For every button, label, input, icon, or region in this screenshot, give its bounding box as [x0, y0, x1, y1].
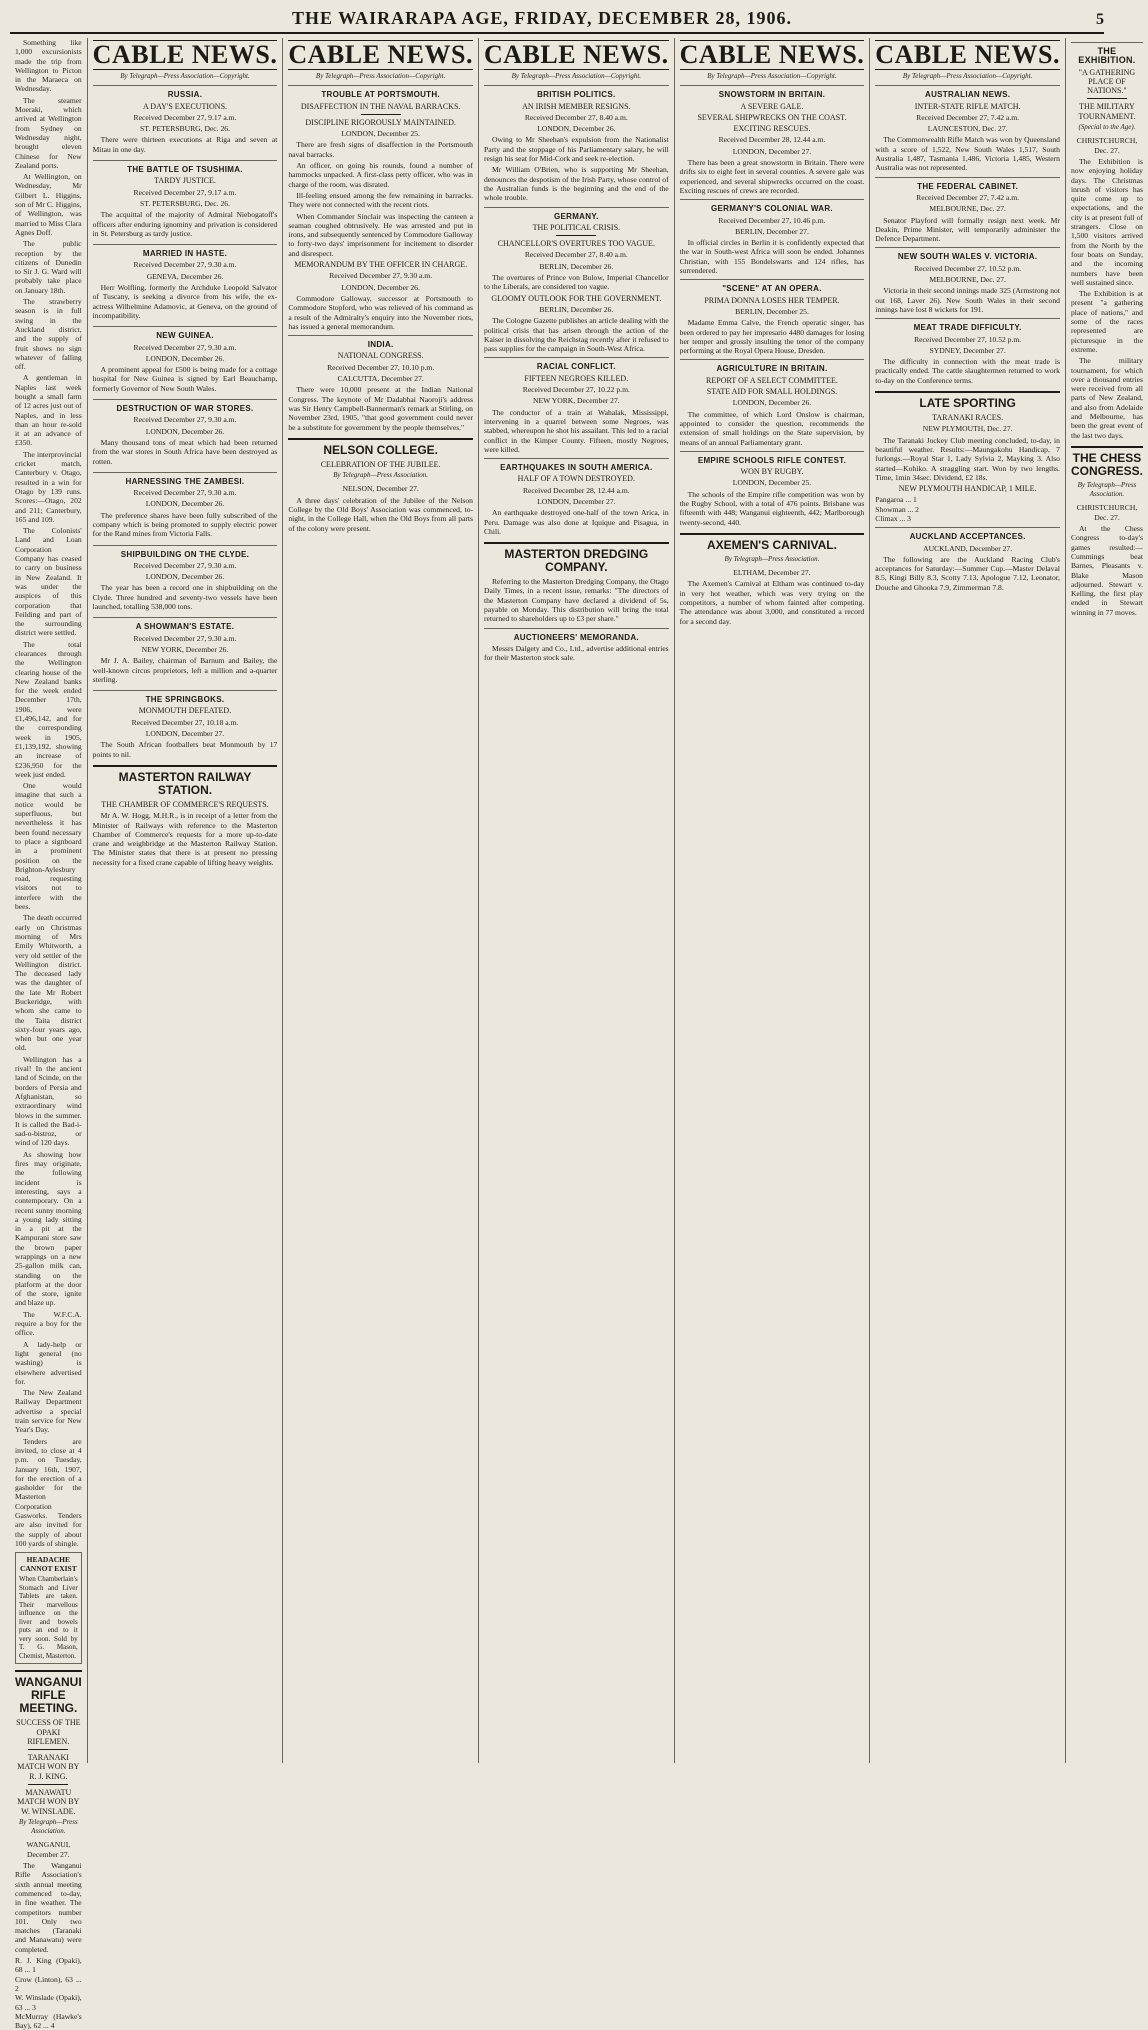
story-body: There has been a great snowstorm in Britain. There were drifts six to eight feet in several counties. A severe gale was experienced, and several shipwrecks occurred on the coast. Exciting rescues of crews are recorded.	[679, 158, 865, 195]
column-cable-news-2	[283, 38, 479, 1763]
cable-news-heading: CABLE NEWS.	[483, 40, 669, 69]
story-body: Ill-feeling ensued among the few remaining in barracks. They were not connected with the recent riots.	[288, 190, 473, 210]
axemen-heading: AXEMEN'S CARNIVAL.	[680, 533, 865, 552]
result-row: W. Winslade (Opaki), 63 ... 3	[15, 1993, 82, 2012]
local-para: The W.F.C.A. require a boy for the office.	[15, 1309, 82, 1338]
story-body: The military tournament, for which over a thousand entries were received from all parts of New Zealand, and also from Adelaide and Melbourne, has been the great event of the last two days.	[1070, 356, 1143, 440]
story-body: The year has been a record one in shipbuilding on the Clyde. Three hundred and seventy-two vessels have been launched, totalling 538,000 tons.	[92, 583, 278, 612]
result-row: R. J. King (Opaki), 68 ... 1	[15, 1956, 82, 1975]
advertisement	[15, 1552, 82, 1664]
story-heading: SHIPBUILDING ON THE CLYDE.	[93, 545, 278, 559]
divider	[28, 1784, 68, 1785]
story-body: An earthquake destroyed one-half of the town Arica, in Peru. Damage was also done at Iquique and Pisagua, in Chili.	[483, 508, 669, 536]
byline: By Telegraph—Press Association.	[1077, 480, 1137, 499]
story-heading: GERMANY'S COLONIAL WAR.	[680, 199, 865, 213]
dateline: MELBOURNE, Dec. 27.	[929, 204, 1006, 214]
dateline: LONDON, December 25.	[341, 129, 420, 139]
story-body: Mr J. A. Bailey, chairman of Barnum and Bailey, the well-known circus proprietors, left a million and a-quarter sterling.	[92, 656, 278, 684]
story-body: There were thirteen executions at Riga and seven at Mitau in one day.	[92, 135, 278, 154]
story-subheading: CHANCELLOR'S OVERTURES TOO VAGUE.	[497, 239, 655, 249]
story-married	[93, 244, 278, 320]
received-line: Received December 28, 12.44 a.m.	[718, 135, 826, 145]
dateline: BERLIN, December 26.	[539, 304, 614, 314]
story-subheading: THE POLITICAL CRISIS.	[532, 222, 621, 232]
story-heading: THE EXHIBITION.	[1071, 42, 1143, 66]
local-para: At Wellington, on Wednesday, Mr Gilbert L. Higgins, son of Mr C. Higgins, of Wellington, was married to Miss Clara Agnes Doff.	[15, 172, 82, 237]
received-line: Received December 27, 10.46 p.m.	[718, 215, 826, 225]
received-line: Received December 27, 10.52 p.m.	[914, 263, 1022, 273]
divider	[361, 114, 401, 115]
story-subheading: DISAFFECTION IN THE NAVAL BARRACKS.	[300, 101, 461, 111]
column-cable-news-3	[479, 38, 675, 1763]
story-body: Mr William O'Brien, who is supporting Mr Sheehan, denounces the despotism of the Irish Party, whose control of the Australian funds is the beginning and the end of the whole trouble.	[483, 165, 669, 203]
story-subheading: CELEBRATION OF THE JUBILEE.	[320, 459, 441, 469]
story-body: The preference shares have been fully subscribed of the company which is being promoted to supply electric power for the Rand mines from Victoria Falls.	[92, 510, 278, 539]
story-heading: TROUBLE AT PORTSMOUTH.	[288, 85, 473, 99]
result-row: McMurray (Hawke's Bay), 62 ... 4	[15, 2011, 82, 2030]
story-zambesi	[93, 472, 278, 539]
late-sporting-heading: LATE SPORTING	[875, 391, 1060, 410]
story-heading: GERMANY.	[484, 207, 669, 221]
story-subheading: REPORT OF A SELECT COMMITTEE.	[706, 375, 838, 385]
story-subheading: SEVERAL SHIPWRECKS ON THE COAST.	[697, 112, 847, 122]
local-para: The public reception by the citizens of Dunedin to Sir J. G. Ward will probably take place on January 18th.	[15, 239, 82, 295]
received-line: Received December 27, 9.17 a.m.	[133, 187, 237, 197]
dateline: NEW YORK, December 26.	[141, 644, 229, 654]
story-subheading: STATE AID FOR SMALL HOLDINGS.	[706, 387, 838, 397]
story-subheading: WON BY RUGBY.	[740, 467, 804, 477]
story-body: When Commander Sinclair was inspecting the canteen a seaman coughed obtrusively. He was arrested and put in irons, and subsequently sentenced by Commodore Galloway to forty-two days' imprisonment for incitement to disorder and disrespect.	[288, 211, 473, 258]
dateline: NELSON, December 27.	[342, 484, 419, 494]
byline: By Telegraph—Press Association—Copyright.	[707, 72, 837, 80]
story-showman	[93, 617, 278, 684]
story-subheading: TARANAKI RACES.	[932, 413, 1004, 423]
story-body: The Exhibition is now enjoying holiday days. The Christmas inrush of visitors has quite come up to expectations, and the city is at present full of strangers. Close on 1,500 visitors arrived from the North by the four boats on Sunday, and the incoming numbers have been well sustained since.	[1070, 156, 1143, 287]
local-para: The total clearances through the Wellington clearing house of the New Zealand banks for the week ended December 17th, 1906, were £1,496,142, and for the corresponding week in 1905, £1,139,192, showing an increase of £236,950 for the week just ended.	[15, 639, 82, 779]
local-para: A lady-help or light general (no washing) is elsewhere advertised for.	[15, 1339, 82, 1386]
byline: By Telegraph—Press Association—Copyright.	[511, 72, 642, 80]
story-body: There are fresh signs of disaffection in the Portsmouth naval barracks.	[288, 140, 473, 159]
dateline: LONDON, December 26.	[145, 353, 225, 363]
story-body: A prominent appeal for £500 is being made for a cottage hospital for New Guinea is signed by Earl Beauchamp, formerly Governor of New South Wales.	[92, 365, 278, 393]
column-cable-news-4	[675, 38, 871, 1763]
story-body: The Axemen's Carnival at Eltham was continued to-day in very hot weather, which was very trying on the competitors, a number of whom fainted after competing. The attendance was about 3,000, and constituted a record for a second day.	[679, 579, 865, 626]
byline: (Special to the Age).	[1078, 123, 1136, 132]
column-local-news	[10, 38, 88, 2030]
nelson-heading: NELSON COLLEGE.	[288, 438, 473, 457]
story-heading: NEW GUINEA.	[93, 326, 278, 340]
story-clyde	[93, 545, 278, 612]
received-line: Received December 27, 8.40 a.m.	[524, 250, 628, 260]
story-subheading: EXCITING RESCUES.	[733, 124, 811, 134]
story-body: Senator Playford will formally resign next week. Mr Deakin, Prime Minister, will temporarily administer the Defence Department.	[875, 215, 1060, 244]
dateline: LONDON, December 26.	[145, 499, 225, 509]
result-row: Showman ... 2	[875, 504, 919, 514]
cable-news-heading: CABLE NEWS.	[679, 40, 865, 69]
story-body: Messrs Dalgety and Co., Ltd., advertise additional entries for their Masterton stock sale.	[483, 643, 669, 663]
story-subheading: NEW PLYMOUTH HANDICAP, 1 MILE.	[898, 484, 1037, 494]
story-new-guinea	[93, 326, 278, 393]
story-heading: BRITISH POLITICS.	[484, 85, 669, 99]
story-body: The committee, of which Lord Onslow is chairman, appointed to consider the question, recommends the extension of small holdings on the State supervision, by means of an annual Parliamentary grant.	[679, 409, 865, 447]
local-para: The steamer Moeraki, which arrived at Wellington from Sydney on Wednesday night, brought eleven Chinese for New Zealand ports.	[15, 95, 82, 170]
columns	[10, 38, 1143, 2030]
dateline: CALCUTTA, December 27.	[337, 374, 424, 384]
story-heading: SNOWSTORM IN BRITAIN.	[680, 85, 865, 99]
dateline: LONDON, December 26.	[145, 572, 225, 582]
column-cable-news-5	[870, 38, 1066, 1763]
story-heading: EMPIRE SCHOOLS RIFLE CONTEST.	[680, 451, 865, 465]
cable-news-heading: CABLE NEWS.	[288, 40, 473, 69]
local-para: As showing how fires may originate, the following incident is interesting, says a contemporary. On a recent sunny morning a young lady sitting in a pit at the Kampurani store saw the brown paper wrappings on a new 25-gallon milk can, standing on the platform at the door of the store, ignite and blaze up.	[15, 1149, 82, 1308]
received-line: Received December 27, 9.17 a.m.	[133, 112, 237, 122]
received-line: Received December 28, 12.44 a.m.	[522, 485, 630, 495]
story-body: Referring to the Masterton Dredging Company, the Otago Daily Times, in a recent issue, remarks: "The directors of the Masterton Company have declared a dividend of 5s, payable on Monday. This distribution will bring the total returned to shareholders up to £3 per share."	[483, 577, 669, 624]
dateline: LONDON, December 26.	[732, 398, 812, 408]
byline: By Telegraph—Press Association—Copyright.	[315, 72, 446, 80]
story-body: The schools of the Empire rifle competition was won by the Rugby School, with a total of 476 points. Brisbane was fifteenth with 448; Wanganui eighteenth, 442; Marlborough twenty-second, 440.	[679, 489, 865, 527]
received-line: Received December 27, 10.18 a.m.	[131, 717, 239, 727]
story-body: Commodore Galloway, successor at Portsmouth to Commodore Stopford, who was relieved of his command as a result of the Admiralty's enquiry into the November riots, has issued a general memorandum.	[288, 293, 473, 331]
page-number: 5	[1096, 11, 1104, 28]
dateline: CHRISTCHURCH, Dec. 27.	[1076, 503, 1138, 522]
story-springboks	[93, 690, 278, 759]
received-line: Received December 27, 9.30 a.m.	[133, 260, 237, 270]
story-subheading: TARDY JUSTICE.	[154, 176, 216, 186]
ad-text: When Chamberlain's Stomach and Liver Tablets are taken. Their marvellous influence on the liver and bowels puts an end to it very soon. Sold by T. G. Mason, Chemist, Masterton.	[19, 1575, 78, 1660]
rifle-sub: SUCCESS OF THE OPAKI RIFLEMEN.	[16, 1718, 81, 1746]
received-line: Received December 27, 10.52 p.m.	[914, 334, 1022, 344]
story-heading: AUCTIONEERS' MEMORANDA.	[484, 628, 669, 642]
story-heading: THE FEDERAL CABINET.	[875, 177, 1060, 191]
ad-heading: HEADACHE CANNOT EXIST	[19, 1555, 77, 1573]
dateline: SYDNEY, December 27.	[929, 345, 1006, 355]
story-body: In official circles in Berlin it is confidently expected that the war in South-west Africa will soon be ended. Johannes Christian, with 155 Bondelswarts and 124 rifles, has surrendered.	[679, 238, 865, 276]
story-heading: MARRIED IN HASTE.	[93, 244, 278, 258]
received-line: Received December 27, 8.40 a.m.	[524, 112, 628, 122]
byline: By Telegraph—Press Association—Copyright.	[120, 72, 250, 80]
received-line: Received December 27, 7.42 a.m.	[916, 112, 1020, 122]
story-subheading: HALF OF A TOWN DESTROYED.	[517, 474, 635, 484]
byline: By Telegraph—Press Association.	[724, 554, 820, 563]
story-heading: "SCENE" AT AN OPERA.	[680, 279, 865, 293]
story-body: The Taranaki Jockey Club meeting concluded, to-day, in beautiful weather. Results:—Maungakohu Handicap, 7 furlongs.—Royal Star 1, Lady Sylvia 2, Mayking 3. Also started—Kohiko. A straggling start. Won by two lengths. Time, 1min 34sec. Dividend, £2 18s.	[875, 435, 1060, 482]
dateline: LONDON, December 27.	[732, 146, 812, 156]
story-body: The Cologne Gazette publishes an article dealing with the political crisis that has arisen through the action of the Kaiser in dissolving the Reichstag recently after it refused to pass supplies for the campaign in South-West Africa.	[483, 316, 669, 354]
column-cable-news-1	[88, 38, 284, 1763]
rifle-sub2: TARANAKI MATCH WON BY R. J. KING.	[17, 1753, 80, 1781]
local-paras	[15, 38, 82, 1548]
divider	[1087, 98, 1127, 99]
story-body: The conductor of a train at Wahalak, Mississippi, intervening in a quarrel between some Negroes, was stabbed, whereupon he shot his assailant. This led to a racial conflict in the Kimper County. Fifteen, mostly Negroes, were killed.	[483, 407, 669, 454]
story-body: The following are the Auckland Racing Club's acceptances for Saturday:—Summer Cup.—Master Delaval 8.5, Kingi Billy 8.3, Scotty 7.13, Apologue 7.12, Leonator, Douche and Ghooka 7.9, Zimmerman 7.8.	[875, 554, 1060, 592]
story-subheading: NATIONAL CONGRESS.	[337, 351, 424, 361]
story-heading: DESTRUCTION OF WAR STORES.	[93, 399, 278, 413]
received-line: Received December 27, 9.30 a.m.	[133, 415, 237, 425]
story-subheading: DISCIPLINE RIGOROUSLY MAINTAINED.	[305, 117, 456, 127]
story-subheading: INTER-STATE RIFLE MATCH.	[914, 101, 1021, 111]
received-line: Received December 27, 10.10 p.m.	[327, 362, 435, 372]
dateline: LONDON, December 26.	[341, 282, 420, 292]
story-body: Mr A. W. Hogg, M.H.R., is in receipt of a letter from the Minister of Railways with reference to the Masterton Chamber of Commerce's requests for a more up-to-date crane and weighbridge at the Masterton Railway Station. The Minister states that there is at present no pressing necessity for a fixed crane capable of lifting heavy weights.	[92, 811, 278, 867]
local-para: The Colonists' Land and Loan Corporation Company has ceased to carry on business in New Zealand. It was under the auspices of this corporation that Feilding and part of the surrounding district were settled.	[15, 526, 82, 638]
cable-news-heading: CABLE NEWS.	[92, 40, 278, 69]
received-line: Received December 27, 7.42 a.m.	[916, 192, 1020, 202]
masthead	[10, 8, 1104, 34]
story-subheading: THE MILITARY TOURNAMENT.	[1078, 102, 1136, 121]
local-para: A gentleman in Naples last week bought a small farm of 12 acres just out of Naples, and in less than an hour re-sold it at an advance of £350.	[15, 373, 82, 448]
dateline: GENEVA, December 26.	[146, 271, 224, 281]
railway-subheading: THE CHAMBER OF COMMERCE'S REQUESTS.	[101, 799, 269, 809]
received-line: Received December 27, 10.22 p.m.	[522, 385, 630, 395]
story-body: The Wanganui Rifle Association's sixth annual meeting commenced to-day, in fine weather. The competitors number 101. Only two matches (Taranaki and Manawatu) were completed.	[15, 1861, 82, 1954]
local-para: The strawberry season is in full swing in the Auckland district, and the supply of fruit shows no sign whatever of falling off.	[15, 297, 82, 372]
dateline: LONDON, December 27.	[537, 496, 616, 506]
story-subheading: A DAY'S EXECUTIONS.	[142, 101, 228, 111]
story-subheading: PRIMA DONNA LOSES HER TEMPER.	[704, 295, 840, 305]
masthead-title: THE WAIRARAPA AGE, FRIDAY, DECEMBER 28, 1906.	[291, 8, 793, 28]
dateline: BERLIN, December 26.	[539, 261, 614, 271]
dateline: LONDON, December 26.	[537, 124, 616, 134]
dateline: MELBOURNE, Dec. 27.	[929, 275, 1006, 285]
dateline: BERLIN, December 27.	[735, 226, 809, 236]
chess-heading: THE CHESS CONGRESS.	[1071, 446, 1143, 478]
dateline: ELTHAM, December 27.	[733, 568, 811, 578]
story-heading: NEW SOUTH WALES V. VICTORIA.	[875, 247, 1060, 261]
story-body: There were 10,000 present at the Indian National Congress. The keynote of Mr Dadabhai Naoroji's address was Sir Henry Campbell-Bannerman's remark at Stirling, on November 23rd, 1905, "that good government could never be a substitute for government by the people themselves."	[288, 385, 473, 432]
story-heading: EARTHQUAKES IN SOUTH AMERICA.	[484, 458, 669, 472]
column-exhibition	[1066, 38, 1148, 1763]
story-heading: THE SPRINGBOKS.	[93, 690, 278, 704]
dateline: LONDON, December 25.	[732, 478, 812, 488]
story-russia	[93, 85, 278, 154]
story-subheading: MONMOUTH DEFEATED.	[138, 706, 232, 716]
result-row: Climax ... 3	[875, 513, 911, 523]
story-body: Madame Emma Calve, the French operatic singer, has been ordered to pay her impresario 4480 damages for losing her temper and grossly insulting the tenor of the company performing at the Royal Opera House, Dresden.	[679, 318, 865, 356]
story-subheading: AN IRISH MEMBER RESIGNS.	[522, 101, 631, 111]
local-para: Something like 1,000 excursionists made the trip from Wellington to Picton in the Maraeca on Wednesday.	[15, 38, 82, 94]
local-para: The interprovincial cricket match, Canterbury v. Otago, resulted in a win for Otago by 139 runs. Scores:—Otago, 202 and 211; Canterbury, 165 and 109.	[15, 449, 82, 524]
story-heading: AUCKLAND ACCEPTANCES.	[875, 527, 1060, 541]
story-subheading: MEMORANDUM BY THE OFFICER IN CHARGE.	[294, 260, 468, 270]
story-subheading: FIFTEEN NEGROES KILLED.	[524, 373, 629, 383]
divider	[28, 1749, 68, 1750]
story-heading: A SHOWMAN'S ESTATE.	[93, 617, 278, 631]
story-subheading: GLOOMY OUTLOOK FOR THE GOVERNMENT.	[491, 293, 662, 303]
story-subheading: A SEVERE GALE.	[740, 101, 804, 111]
story-body: The overtures of Prince von Bulow, Imperial Chancellor to the Liberals, are considered too vague.	[483, 273, 669, 292]
received-line: Received December 27, 9.30 a.m.	[133, 488, 237, 498]
received-line: Received December 27, 9.30 a.m.	[329, 271, 433, 281]
story-heading: AUSTRALIAN NEWS.	[875, 85, 1060, 99]
story-heading: AGRICULTURE IN BRITAIN.	[680, 359, 865, 373]
result-row: Pangaroa ... 1	[875, 495, 917, 505]
local-para: Tenders are invited, to close at 4 p.m. on Tuesday, January 16th, 1907, for the erection of a gasholder for the Masterton Corporation Gasworks. Tenders are also invited for the supply of about 100 yards of shingle.	[15, 1436, 82, 1548]
story-body: The South African footballers beat Monmouth by 17 points to nil.	[92, 740, 278, 759]
dateline: WANGANUI, December 27.	[26, 1840, 71, 1859]
received-line: Received December 27, 9.30 a.m.	[133, 633, 237, 643]
story-heading: RACIAL CONFLICT.	[484, 357, 669, 371]
story-body: The Exhibition is at present "a gathering place of nations," and some of the races represented are picturesque in the extreme.	[1070, 289, 1143, 354]
story-heading: THE BATTLE OF TSUSHIMA.	[93, 160, 278, 174]
story-heading: RUSSIA.	[93, 85, 278, 99]
story-body: At the Chess Congress to-day's games resulted:—Cummings beat Barnes, Pleasants v. Blake Mason adjourned. Stewart v. Kelling, the first play ended in Stewart winning in 77 moves.	[1070, 524, 1143, 617]
story-body: The Commonwealth Rifle Match was won by Queensland with a score of 1,522, New South Wales 1,517, South Australia 1,487, Tasmania 1,486, Victoria 1,485, Western Australia was not represented.	[875, 135, 1060, 173]
dateline: NEW PLYMOUTH, Dec. 27.	[922, 424, 1013, 434]
dateline: LONDON, December 26.	[145, 426, 225, 436]
story-body: A three days' celebration of the Jubilee of the Nelson College by the Old Boys' Association was commenced, to-night, in the College Hall, when the Old Boys from all parts of the colony were present.	[288, 495, 473, 533]
railway-heading: MASTERTON RAILWAY STATION.	[93, 765, 278, 797]
dateline: BERLIN, December 25.	[735, 306, 809, 316]
rifle-meeting-heading: WANGANUI RIFLE MEETING.	[15, 1670, 82, 1715]
story-body: An officer, on going his rounds, found a number of hammocks unpacked. A first-class petty officer, who was in charge of the room, was disrated.	[288, 161, 473, 189]
story-heading: INDIA.	[288, 335, 473, 349]
story-tsushima	[93, 160, 278, 238]
story-body: Victoria in their second innings made 325 (Armstrong not out 168, Laver 26). New South Wales in their second innings have lost 8 wickets for 191.	[875, 286, 1060, 314]
dateline: NEW YORK, December 27.	[532, 396, 620, 406]
received-line: Received December 27, 9.30 a.m.	[133, 342, 237, 352]
local-para: One would imagine that such a notice would be superfluous, but nevertheless it has been found necessary to place a signboard in a prominent position on the Brighton-Aylesbury road, requesting visitors not to interfere with the bees.	[15, 781, 82, 912]
rifle-sub3: MANAWATU MATCH WON BY W. WINSLADE.	[17, 1787, 80, 1816]
byline: By Telegraph—Press Association.	[333, 471, 429, 480]
local-para: Wellington has a rival! In the ancient land of Scinde, on the borders of Persia and Afghanistan, so extraordinary wind blows in the summer. It is called the Bad-i-sad-o-bistroz, or wind of 120 days.	[15, 1054, 82, 1148]
dateline: ST. PETERSBURG, Dec. 26.	[140, 198, 230, 208]
dredging-heading: MASTERTON DREDGING COMPANY.	[484, 542, 669, 574]
byline: By Telegraph—Press Association.	[18, 1817, 78, 1836]
story-body: Herr Wolfling, formerly the Archduke Leopold Salvator of Tuscany, is seeking a divorce from his wife, the ex-actress Wilhelmine Adamovic, at Geneva, on the ground of incompatibility.	[92, 283, 278, 320]
dateline: AUCKLAND, December 27.	[923, 543, 1013, 553]
story-body: The acquittal of the majority of Admiral Niebogatoff's officers after enduring ignominy and privation is considered in St. Petersburg as tardy justice.	[92, 210, 278, 238]
cable-news-heading: CABLE NEWS.	[875, 40, 1060, 69]
dateline: LONDON, December 27.	[145, 729, 225, 739]
story-body: Many thousand tons of meat which had been returned from the war stores in South Africa have been destroyed as rotten.	[92, 437, 278, 466]
dateline: ST. PETERSBURG, Dec. 26.	[140, 124, 230, 134]
story-body: Owing to Mr Sheehan's expulsion from the Nationalist Party and the stoppage of his Parliamentary salary, he will resign his seat for Mid-Cork and seek re-election.	[483, 135, 669, 164]
story-heading: MEAT TRADE DIFFICULTY.	[875, 318, 1060, 332]
result-row: Crow (Linton), 63 ... 2	[15, 1974, 82, 1993]
dateline: CHRISTCHURCH, Dec. 27.	[1076, 136, 1138, 155]
divider	[556, 235, 596, 236]
story-subheading: "A GATHERING PLACE OF NATIONS."	[1078, 67, 1136, 96]
received-line: Received December 27, 9.30 a.m.	[133, 560, 237, 570]
story-heading: HARNESSING THE ZAMBESI.	[93, 472, 278, 486]
local-para: The New Zealand Railway Department advertise a special train service for New Year's Day.	[15, 1388, 82, 1435]
story-body: The difficulty in connection with the meat trade is practically ended. The cattle slaughtermen returned to work to-day on the Conference terms.	[875, 357, 1060, 385]
local-para: The death occurred early on Christmas morning of Mrs Emily Whitworth, a very old settler of the Wellington district. The deceased lady was the daughter of the late Mr Robert Buckeridge, with whom she came to the Taita district sixty-four years ago, when but one year old.	[15, 913, 82, 1053]
dateline: LAUNCESTON, Dec. 27.	[927, 124, 1008, 134]
story-war-stores	[93, 399, 278, 466]
byline: By Telegraph—Press Association—Copyright.	[902, 72, 1033, 80]
